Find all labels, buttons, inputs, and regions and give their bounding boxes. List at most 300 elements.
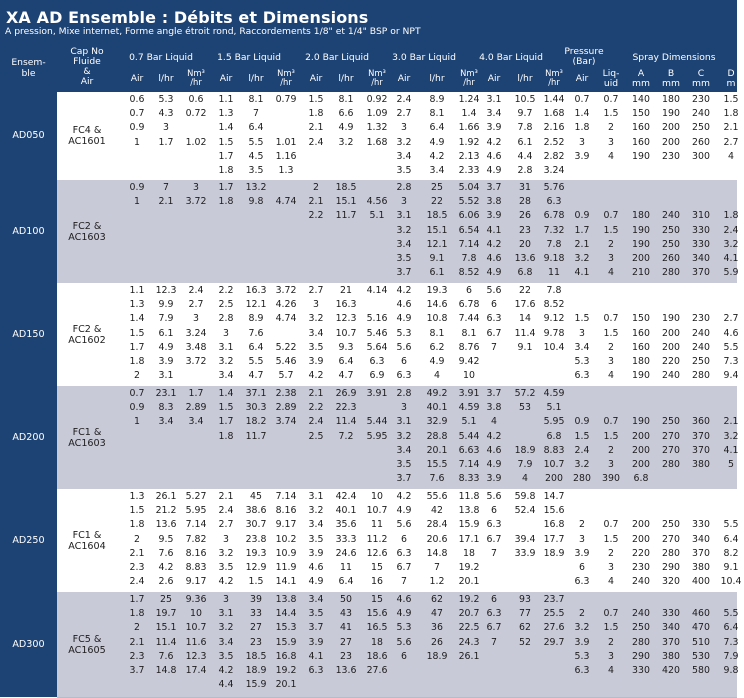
table-cell: 6.7: [486, 327, 502, 339]
table-cell: 200: [662, 136, 680, 148]
table-cell: 370: [692, 267, 710, 279]
table-cell: 230: [632, 562, 650, 573]
table-cell: 6.8: [517, 267, 533, 279]
table-cell: 18.9: [245, 665, 267, 676]
lhr-subheader: l/hr: [248, 73, 264, 84]
table-cell: 190: [632, 416, 650, 428]
nm3-subheader: Nm³: [277, 68, 295, 78]
table-cell: 9.17: [275, 519, 297, 531]
table-cell: 42: [431, 505, 443, 517]
table-cell: 23.8: [245, 533, 267, 545]
table-cell: 27.6: [366, 665, 388, 676]
table-cell: 3.7: [396, 267, 412, 279]
table-cell: 4.2: [486, 136, 502, 148]
table-cell: 2.4: [188, 285, 204, 296]
table-cell: 20.1: [458, 576, 480, 588]
table-cell: 3.5: [218, 562, 234, 573]
table-cell: 18.9: [426, 650, 448, 662]
table-cell: 280: [632, 636, 650, 648]
lhr-subheader: l/hr: [429, 73, 445, 84]
table-cell: 13.6: [335, 665, 357, 676]
table-cell: 7: [401, 576, 407, 588]
table-cell: 5.9: [723, 267, 739, 279]
table-cell: 1.5: [129, 327, 145, 339]
table-cell: 6.06: [458, 210, 480, 222]
table-cell: 7.32: [543, 224, 565, 236]
table-cell: 200: [545, 473, 563, 485]
table-cell: 5.5: [723, 341, 739, 353]
table-cell: 3.2: [396, 224, 412, 236]
table-cell: 11.8: [458, 491, 480, 502]
table-cell: 380: [692, 459, 710, 470]
cap-label: FC5 &: [72, 633, 102, 645]
table-cell: 10: [463, 370, 475, 382]
dimension-subheader: A: [637, 68, 645, 79]
table-cell: 240: [692, 341, 710, 353]
table-cell: 14: [519, 313, 531, 325]
table-cell: 31: [519, 182, 531, 193]
table-cell: 2.1: [723, 122, 739, 134]
table-cell: 190: [662, 108, 680, 120]
table-cell: 1.8: [218, 196, 234, 208]
table-cell: 2: [608, 636, 614, 648]
table-cell: 6.3: [486, 519, 502, 531]
table-cell: 14.4: [275, 608, 297, 620]
table-cell: 3: [608, 356, 614, 367]
table-cell: 13.6: [514, 253, 536, 264]
table-cell: 1.7: [158, 136, 174, 148]
table-cell: 230: [692, 94, 710, 105]
table-cell: 30.3: [245, 402, 267, 414]
table-cell: 13.2: [245, 182, 267, 193]
table-cell: 2.8: [396, 182, 412, 193]
table-cell: 3.4: [396, 150, 412, 162]
table-cell: 1.68: [543, 108, 565, 120]
table-cell: 4.2: [218, 665, 234, 676]
nm3-subheader: /hr: [371, 77, 383, 87]
table-cell: 7.3: [723, 636, 739, 648]
table-cell: 14.8: [426, 547, 448, 559]
dimension-subheader: B: [667, 68, 675, 79]
table-cell: 6.1: [517, 136, 533, 148]
table-cell: 3.2: [396, 430, 412, 442]
table-cell: 1.7: [218, 182, 234, 193]
table-cell: 9.12: [543, 313, 565, 325]
table-cell: 240: [662, 370, 680, 382]
table-cell: 270: [662, 444, 680, 456]
table-cell: 260: [662, 253, 680, 264]
table-cell: 290: [632, 650, 650, 662]
table-cell: 150: [632, 108, 650, 120]
table-cell: 9.7: [517, 108, 533, 120]
table-cell: 3.4: [486, 108, 502, 120]
nm3-subheader: Nm³: [545, 68, 563, 78]
table-cell: 15.9: [275, 636, 297, 648]
table-cell: 18.2: [245, 416, 267, 428]
pressure-liquid-subheader: Liq-: [602, 68, 620, 79]
table-cell: 2.4: [723, 224, 739, 236]
table-cell: 77: [519, 608, 531, 620]
table-cell: 93: [519, 594, 531, 605]
table-cell: 3: [579, 533, 585, 545]
table-cell: 2: [313, 182, 319, 193]
table-cell: 180: [662, 94, 680, 105]
table-cell: 5.46: [275, 356, 297, 367]
table-cell: 190: [632, 238, 650, 250]
table-cell: 8.3: [158, 402, 174, 414]
table-cell: 2.1: [129, 547, 145, 559]
table-cell: 1.8: [129, 608, 145, 620]
table-cell: 0.7: [603, 416, 619, 428]
table-cell: 1: [134, 196, 140, 208]
table-cell: 3.2: [723, 238, 739, 250]
table-cell: 200: [632, 519, 650, 531]
table-cell: 2.1: [308, 122, 324, 134]
table-cell: 57.2: [514, 388, 536, 399]
table-cell: 2.4: [396, 94, 412, 105]
table-cell: 7.9: [723, 650, 739, 662]
table-cell: 4.2: [429, 150, 445, 162]
cap-header: Air: [80, 76, 94, 87]
air-subheader: Air: [397, 73, 411, 84]
table-cell: 3.4: [574, 341, 590, 353]
table-cell: 1.5: [129, 505, 145, 517]
table-cell: 19.3: [426, 285, 448, 296]
table-cell: 360: [692, 416, 710, 428]
table-cell: 2.1: [308, 388, 324, 399]
table-cell: 3.4: [396, 238, 412, 250]
table-cell: 39: [250, 594, 262, 605]
table-cell: 9.1: [723, 562, 739, 573]
table-cell: 17.7: [543, 533, 565, 545]
table-cell: 15.3: [275, 622, 297, 634]
table-cell: 2.3: [129, 562, 145, 573]
table-cell: 11: [371, 519, 383, 531]
table-cell: 1.5: [218, 402, 234, 414]
nm3-subheader: /hr: [463, 77, 475, 87]
table-cell: 5.44: [458, 430, 480, 442]
cap-label: AC1601: [68, 136, 106, 147]
table-cell: 1.8: [723, 210, 739, 222]
lhr-subheader: l/hr: [517, 73, 533, 84]
table-cell: 180: [632, 210, 650, 222]
table-cell: 6.54: [458, 224, 480, 236]
table-cell: 3: [223, 594, 229, 605]
table-cell: 3: [223, 533, 229, 545]
table-cell: 16.8: [543, 519, 565, 531]
table-cell: 5.5: [248, 356, 264, 367]
table-cell: 15: [371, 594, 383, 605]
table-cell: 1.8: [129, 519, 145, 531]
table-cell: 20: [519, 238, 531, 250]
table-cell: 4.6: [308, 562, 324, 573]
table-cell: 3.9: [308, 356, 324, 367]
table-cell: 1.92: [458, 136, 480, 148]
table-cell: 0.9: [129, 182, 145, 193]
table-cell: 62: [519, 622, 531, 634]
table-cell: 42.4: [335, 491, 357, 502]
table-cell: 5.6: [396, 636, 412, 648]
cap-label: AC1603: [68, 437, 106, 449]
table-cell: 12.3: [155, 285, 177, 296]
table-cell: 7.14: [275, 491, 297, 502]
table-cell: 3.1: [218, 341, 234, 353]
table-cell: 18.6: [366, 650, 388, 662]
table-cell: 6: [401, 533, 407, 545]
table-cell: 340: [662, 622, 680, 634]
table-cell: 5.3: [396, 622, 412, 634]
table-cell: 2.4: [308, 416, 324, 428]
table-cell: 6.3: [308, 665, 324, 676]
table-cell: 330: [632, 665, 650, 676]
air-subheader: Air: [487, 73, 501, 84]
table-cell: 1.3: [129, 299, 145, 311]
table-cell: 6: [466, 285, 472, 296]
table-cell: 6.4: [338, 356, 354, 367]
table-cell: 3: [163, 122, 169, 134]
table-cell: 7: [253, 108, 259, 120]
table-cell: 3: [608, 562, 614, 573]
nm3-subheader: /hr: [280, 77, 292, 87]
table-cell: 10.5: [514, 94, 536, 105]
table-cell: 1.5: [603, 622, 619, 634]
table-cell: 4.1: [723, 444, 739, 456]
table-cell: 380: [662, 650, 680, 662]
table-cell: 6.4: [248, 341, 264, 353]
table-cell: 55.6: [426, 491, 448, 502]
table-cell: 21: [340, 285, 352, 296]
table-cell: 6: [579, 562, 585, 573]
table-cell: 3: [608, 253, 614, 264]
table-cell: 40.1: [335, 505, 357, 517]
table-cell: 4.9: [429, 356, 445, 367]
table-cell: 1.8: [218, 165, 234, 176]
cap-header: &: [83, 66, 91, 77]
table-cell: 18: [371, 636, 383, 648]
cap-label: FC1 &: [72, 426, 102, 438]
table-cell: 4.6: [396, 299, 412, 311]
cap-label: AC1605: [68, 644, 106, 656]
table-cell: 180: [632, 356, 650, 367]
table-cell: 4.59: [458, 402, 480, 414]
table-cell: 5.64: [366, 341, 388, 353]
table-cell: 10.9: [275, 547, 297, 559]
table-cell: 15.1: [335, 196, 357, 208]
table-cell: 3.91: [366, 388, 388, 399]
table-cell: 5.6: [396, 519, 412, 531]
table-cell: 2.2: [218, 285, 234, 296]
table-cell: 3.5: [396, 253, 412, 264]
table-cell: 1: [134, 136, 140, 148]
table-cell: 7.8: [546, 238, 562, 250]
table-cell: 5.52: [458, 196, 480, 208]
table-cell: 3: [608, 650, 614, 662]
table-cell: 3.1: [158, 370, 174, 382]
table-cell: 6.7: [486, 533, 502, 545]
table-cell: 2.38: [275, 388, 297, 399]
table-cell: 240: [692, 327, 710, 339]
table-cell: 2: [134, 533, 140, 545]
table-cell: 4.9: [308, 576, 324, 588]
table-cell: 52.4: [514, 505, 536, 517]
table-cell: 10.8: [426, 313, 448, 325]
table-cell: 1.44: [543, 94, 565, 105]
table-cell: 4: [608, 267, 614, 279]
table-cell: 3: [313, 299, 319, 311]
table-cell: 22: [519, 285, 531, 296]
table-cell: 190: [632, 370, 650, 382]
nm3-subheader: Nm³: [460, 68, 478, 78]
table-cell: 7.82: [185, 533, 207, 545]
table-cell: 8.1: [429, 327, 445, 339]
table-cell: 3.72: [185, 356, 207, 367]
table-cell: 15.9: [458, 519, 480, 531]
table-cell: 2.33: [458, 165, 480, 176]
table-cell: 8.33: [458, 473, 480, 485]
table-cell: 3.5: [308, 608, 324, 620]
table-cell: 41: [340, 622, 352, 634]
table-cell: 19.2: [458, 594, 480, 605]
table-cell: 200: [632, 430, 650, 442]
table-cell: 4.2: [158, 562, 174, 573]
table-cell: 1.16: [275, 150, 297, 162]
table-cell: 5.04: [458, 182, 480, 193]
table-cell: 5: [728, 459, 734, 470]
table-cell: 2: [579, 519, 585, 531]
table-cell: 9.8: [248, 196, 264, 208]
cap-label: AC1604: [68, 540, 106, 552]
table-cell: 2.4: [129, 576, 145, 588]
ensemble-label: AD300: [12, 638, 45, 650]
table-cell: 4: [728, 150, 734, 162]
table-cell: 4: [608, 150, 614, 162]
table-cell: 1.24: [458, 94, 480, 105]
table-cell: 4.6: [486, 150, 502, 162]
table-cell: 4.6: [723, 327, 739, 339]
table-cell: 2.82: [543, 150, 565, 162]
table-cell: 4: [608, 576, 614, 588]
table-cell: 9.1: [429, 253, 445, 264]
table-cell: 2.1: [308, 196, 324, 208]
table-cell: 2: [134, 622, 140, 634]
table-cell: 25.5: [543, 608, 565, 620]
pressure-group-header: 4.0 Bar Liquid: [479, 52, 543, 63]
pressure-group-header: 3.0 Bar Liquid: [392, 52, 456, 63]
table-cell: 320: [662, 576, 680, 588]
air-subheader: Air: [309, 73, 323, 84]
table-cell: 0.9: [574, 416, 590, 428]
table-cell: 14.1: [275, 576, 297, 588]
table-cell: 2: [134, 370, 140, 382]
table-cell: 1.4: [129, 313, 145, 325]
table-cell: 4.6: [396, 594, 412, 605]
cap-label: AC1602: [68, 334, 106, 346]
page-subtitle: A pression, Mixe internet, Forme angle étroit rond, Raccordements 1/8" et 1/4" BSP or NPT: [5, 26, 421, 37]
table-cell: 6.4: [429, 122, 445, 134]
table-cell: 8.1: [248, 94, 264, 105]
table-cell: 1.01: [275, 136, 297, 148]
table-cell: 2: [608, 341, 614, 353]
table-cell: 12.1: [426, 238, 448, 250]
table-cell: 2.7: [188, 299, 204, 311]
table-cell: 13.8: [458, 505, 480, 517]
table-cell: 5.27: [185, 491, 207, 502]
table-cell: 1.1: [129, 285, 145, 296]
ensemble-label: AD200: [12, 431, 45, 443]
table-cell: 12.6: [366, 547, 388, 559]
table-cell: 1.5: [603, 533, 619, 545]
table-cell: 4.9: [396, 505, 412, 517]
table-cell: 17.6: [514, 299, 536, 311]
table-cell: 10.2: [275, 533, 297, 545]
table-cell: 23: [340, 650, 352, 662]
table-cell: 7.8: [517, 122, 533, 134]
table-cell: 1.1: [218, 94, 234, 105]
table-cell: 9.17: [185, 576, 207, 588]
table-cell: 24.6: [335, 547, 357, 559]
table-cell: 4.3: [158, 108, 174, 120]
table-cell: 12.1: [245, 299, 267, 311]
table-cell: 33.3: [335, 533, 357, 545]
table-cell: 4.6: [486, 444, 502, 456]
table-cell: 10.4: [720, 576, 742, 588]
table-cell: 7.8: [461, 253, 477, 264]
table-cell: 18.5: [245, 650, 267, 662]
table-cell: 6: [401, 356, 407, 367]
table-cell: 3.9: [486, 210, 502, 222]
table-cell: 8.2: [723, 547, 739, 559]
table-cell: 47: [431, 608, 443, 620]
table-cell: 0.9: [129, 122, 145, 134]
table-cell: 5.5: [723, 519, 739, 531]
table-cell: 1.5: [603, 327, 619, 339]
table-cell: 6.3: [396, 370, 412, 382]
table-cell: 4.9: [486, 165, 502, 176]
table-cell: 2: [608, 122, 614, 134]
table-cell: 2: [608, 444, 614, 456]
cap-label: FC1 &: [72, 529, 102, 541]
table-cell: 6: [491, 299, 497, 311]
table-cell: 200: [662, 327, 680, 339]
table-cell: 6: [401, 650, 407, 662]
table-cell: 4.9: [486, 459, 502, 470]
table-cell: 13.8: [275, 594, 297, 605]
table-cell: 1.2: [429, 576, 445, 588]
table-cell: 240: [662, 210, 680, 222]
table-cell: 10.7: [335, 327, 357, 339]
table-cell: 7.6: [429, 473, 445, 485]
table-cell: 1.7: [218, 416, 234, 428]
table-cell: 16.8: [275, 650, 297, 662]
table-cell: 43: [340, 608, 352, 620]
table-cell: 26: [431, 636, 443, 648]
table-cell: 1.5: [218, 136, 234, 148]
table-cell: 7: [491, 341, 497, 353]
table-cell: 4: [491, 416, 497, 428]
table-cell: 7.6: [158, 650, 174, 662]
table-cell: 4.9: [158, 341, 174, 353]
ensemble-label: AD250: [12, 534, 45, 546]
table-cell: 250: [662, 519, 680, 531]
dimension-subheader: C: [697, 68, 705, 79]
table-cell: 2.1: [158, 196, 174, 208]
table-cell: 460: [692, 608, 710, 620]
table-cell: 12.9: [245, 562, 267, 573]
table-cell: 8.16: [185, 547, 207, 559]
table-cell: 160: [632, 136, 650, 148]
table-cell: 5.6: [396, 341, 412, 353]
table-cell: 2.7: [396, 108, 412, 120]
